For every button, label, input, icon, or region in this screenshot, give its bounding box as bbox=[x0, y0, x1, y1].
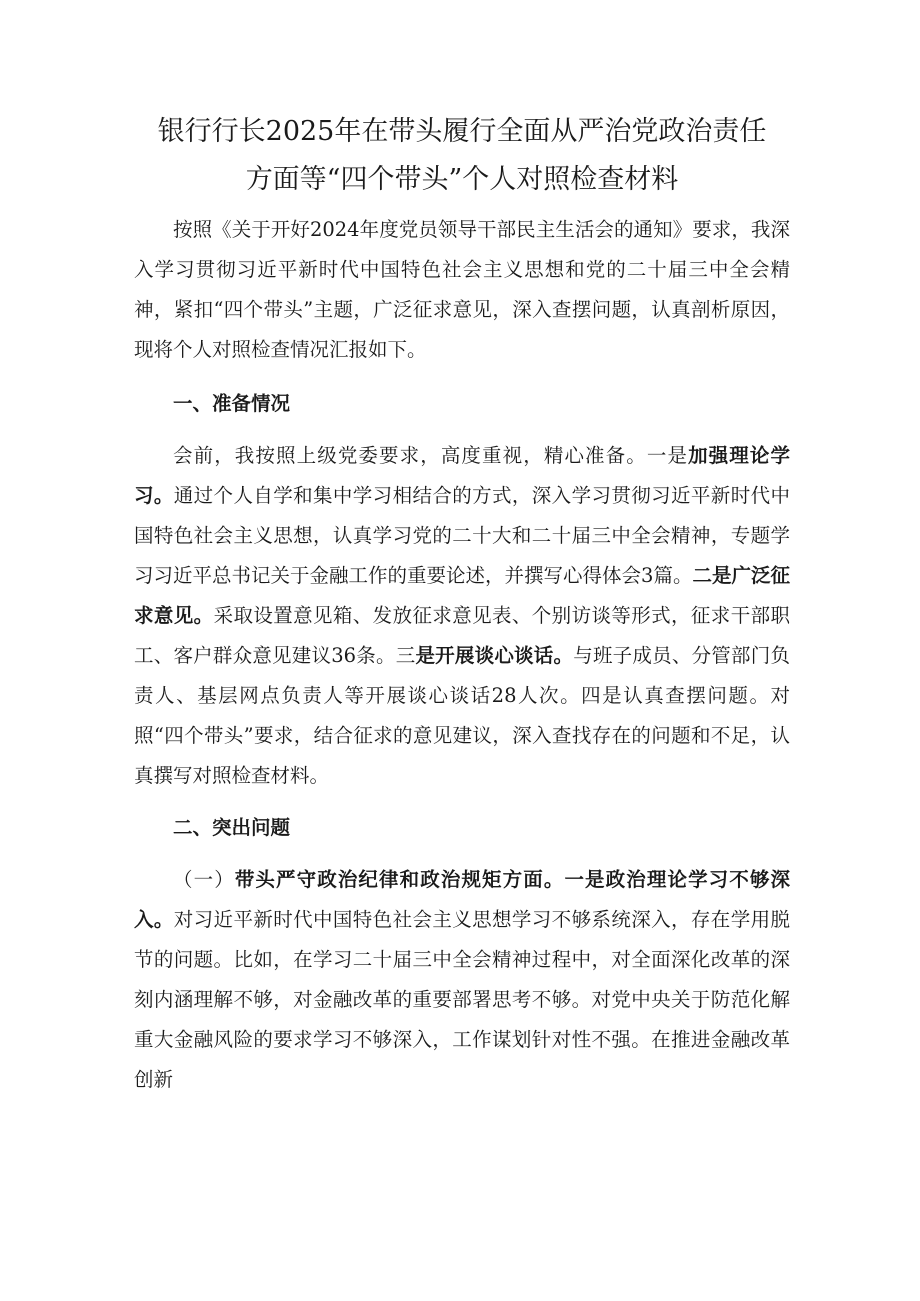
prep-bold-solicit-opinions: 二是广泛征求意见。 bbox=[134, 564, 790, 627]
title-line-1: 银行行长2025年在带头履行全面从严治党政治责任 bbox=[157, 116, 767, 147]
prep-bold-theory-study: 加强理论学习。 bbox=[134, 444, 790, 507]
problems-paragraph bbox=[134, 860, 790, 1100]
preparation-paragraph bbox=[134, 436, 790, 796]
section-heading-preparation: 一、准备情况 bbox=[173, 392, 291, 415]
prep-text-a: 会前，我按照上级党委要求，高度重视，精心准备。一是 bbox=[173, 444, 689, 467]
prep-bold-heart-talks: 是开展谈心谈话。 bbox=[415, 644, 574, 667]
section-heading-problems: 二、突出问题 bbox=[173, 816, 291, 839]
prep-text-c: 通过个人自学和集中学习相结合的方式，深入学习贯彻习近平新时代中国特色社会主义思想，认真学习党的二十大和二十届三中全会精神，专题学习习近平总书记关于金融工作的重要论述，并撰写心得体会3篇。 bbox=[134, 484, 790, 587]
problems-bold-discipline: 带头严守政治纪律和政治规矩方面。一是政治理论学习不够深入。 bbox=[134, 868, 790, 931]
problems-text-c: 对习近平新时代中国特色社会主义思想学习不够系统深入，存在学用脱节的问题。比如，在学习二十届三中全会精神过程中，对全面深化改革的深刻内涵理解不够，对金融改革的重要部署思考不够。对党中央关于防范化解重大金融风险的要求学习不够深入，工作谋划针对性不强。在推进金融改革创新 bbox=[134, 908, 790, 1091]
title-line-2: 方面等“四个带头”个人对照检查材料 bbox=[245, 164, 679, 195]
prep-text-e: 采取设置意见箱、发放征求意见表、个别访谈等形式，征求干部职工、客户群众意见建议36条。三 bbox=[134, 604, 790, 667]
problems-text-a: （一） bbox=[173, 868, 235, 891]
document-title bbox=[134, 108, 790, 204]
document-page bbox=[134, 108, 790, 1100]
intro-paragraph: 按照《关于开好2024年度党员领导干部民主生活会的通知》要求，我深入学习贯彻习近平新时代中国特色社会主义思想和党的二十届三中全会精神，紧扣“四个带头”主题，广泛征求意见，深入查摆问题，认真剖析原因，现将个人对照检查情况汇报如下。 bbox=[134, 218, 790, 361]
prep-text-g: 与班子成员、分管部门负责人、基层网点负责人等开展谈心谈话28人次。四是认真查摆问题。对照“四个带头”要求，结合征求的意见建议，深入查找存在的问题和不足，认真撰写对照检查材料。 bbox=[134, 644, 790, 787]
